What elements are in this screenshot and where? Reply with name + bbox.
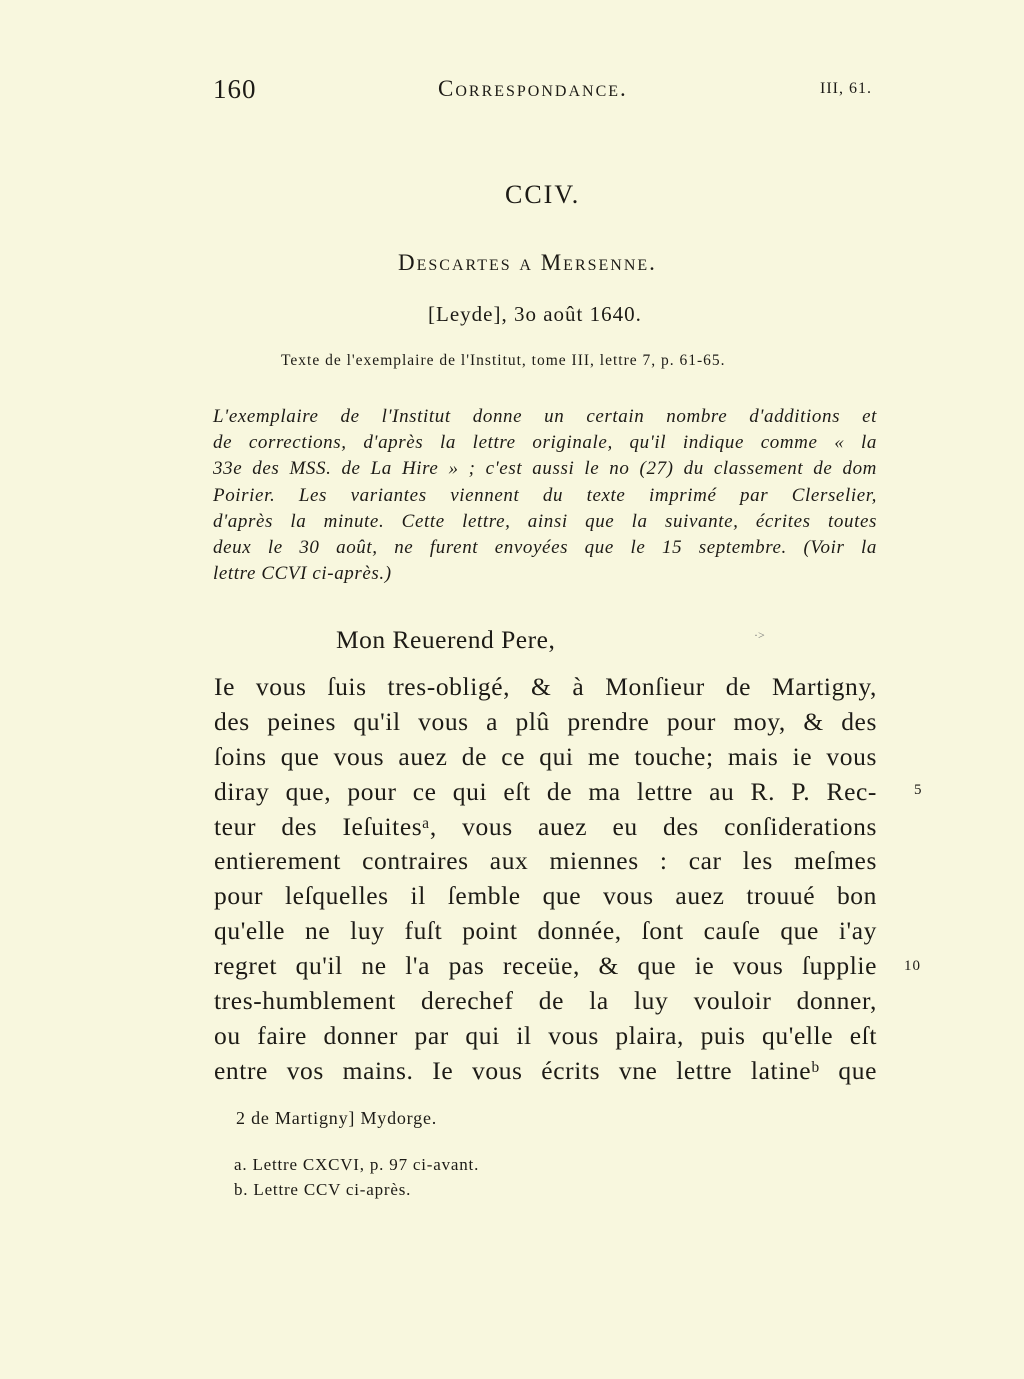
letter-number: CCIV.: [505, 180, 581, 209]
intro-line: Poirier. Les variantes viennent du texte imprimé par Clerselier,: [213, 484, 877, 506]
salutation: Mon Reuerend Pere,: [336, 625, 556, 654]
body-line: ou faire donner par qui il vous plaira, puis qu'elle eſt: [214, 1020, 877, 1050]
intro-line: lettre CCVI ci-après.): [213, 563, 392, 585]
intro-line: de corrections, d'après la lettre originale, qu'il indique comme « la: [213, 432, 877, 454]
intro-line: L'exemplaire de l'Institut donne un certain nombre d'additions et: [213, 406, 877, 427]
body-line: entre vos mains. Ie vous écrits vne lettre latineᵇ que: [214, 1055, 877, 1085]
running-head: Correspondance.: [438, 76, 628, 101]
body-line: diray que, pour ce qui eſt de ma lettre au R. P. Rec-: [214, 776, 877, 806]
body-line: des peines qu'il vous a plû prendre pour moy, & des: [214, 706, 877, 736]
line-number: 5: [914, 782, 923, 798]
date-line: [Leyde], 3o août 1640.: [428, 302, 642, 326]
footnote: a. Lettre CXCVI, p. 97 ci-avant.: [234, 1155, 480, 1174]
editorial-introduction: [213, 404, 877, 587]
page-number: 160: [213, 74, 257, 104]
line-number: 10: [904, 958, 921, 974]
page-reference: III, 61.: [820, 80, 872, 97]
stray-mark: ·>: [754, 628, 765, 642]
body-line: pour leſquelles il ſemble que vous auez trouué bon: [214, 881, 877, 911]
letter-heading: Descartes a Mersenne.: [398, 250, 657, 275]
body-line: Ie vous ſuis tres-obligé, & à Monſieur de Martigny,: [214, 672, 877, 701]
intro-line: d'après la minute. Cette lettre, ainsi que la suivante, écrites toutes: [213, 510, 877, 532]
intro-line: deux le 30 août, ne furent envoyées que le 15 septembre. (Voir la: [213, 536, 877, 558]
body-line: tres-humblement derechef de la luy vouloir donner,: [214, 986, 877, 1016]
footnote: b. Lettre CCV ci-après.: [234, 1180, 412, 1199]
body-line: teur des Ieſuitesᵃ, vous auez eu des conſiderations: [214, 811, 877, 841]
variant-note: 2 de Martigny] Mydorge.: [236, 1108, 438, 1128]
body-line: ſoins que vous auez de ce qui me touche; mais ie vous: [214, 741, 877, 771]
intro-line: 33e des MSS. de La Hire » ; c'est aussi le no (27) du classement de dom: [213, 458, 877, 480]
body-line: qu'elle ne luy fuſt point donnée, ſont cauſe que i'ay: [214, 916, 877, 946]
body-line: regret qu'il ne l'a pas receüe, & que ie vous ſupplie: [214, 951, 877, 981]
letter-body: [214, 670, 877, 1089]
body-line: entierement contraires aux miennes : car les meſmes: [214, 846, 877, 876]
source-note: Texte de l'exemplaire de l'Institut, tome III, lettre 7, p. 61-65.: [281, 352, 726, 369]
